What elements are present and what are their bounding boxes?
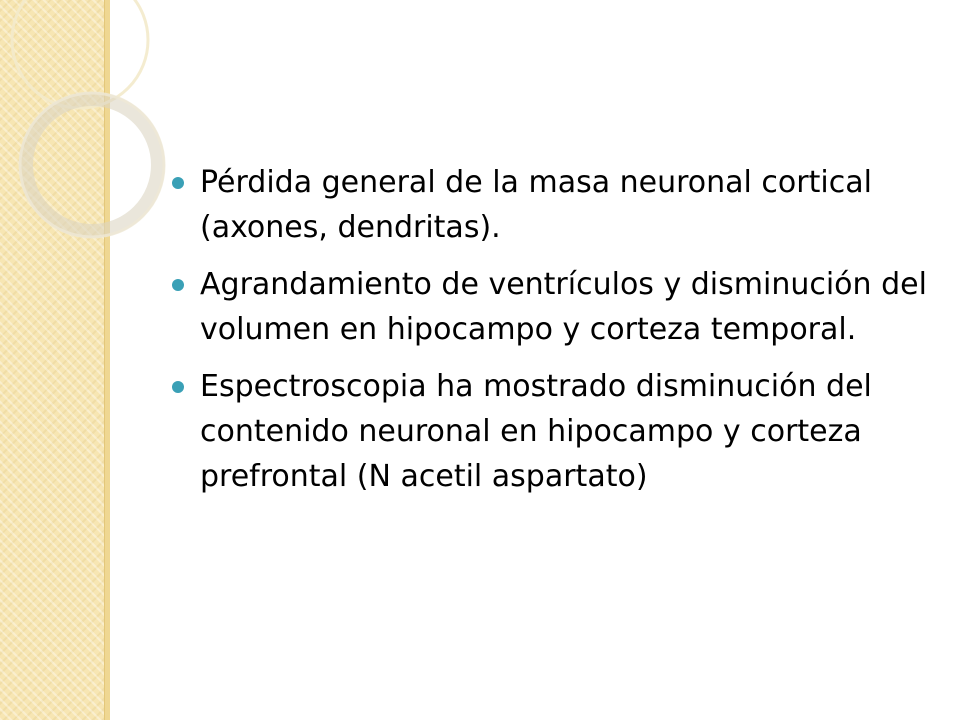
bullet-text: Agrandamiento de ventrículos y disminución del volumen en hipocampo y corteza temporal. xyxy=(200,267,927,347)
bullet-text: Pérdida general de la masa neuronal cortical (axones, dendritas). xyxy=(200,165,872,245)
bullet-text: Espectroscopia ha mostrado disminución del contenido neuronal en hipocampo y corteza prefrontal (N acetil aspartato) xyxy=(200,369,872,494)
bullet-item xyxy=(172,262,932,352)
bullet-item xyxy=(172,160,932,250)
bullet-item xyxy=(172,364,932,499)
bullet-dot-icon xyxy=(172,381,184,393)
bullet-dot-icon xyxy=(172,177,184,189)
bullet-list xyxy=(172,160,932,511)
bullet-dot-icon xyxy=(172,279,184,291)
